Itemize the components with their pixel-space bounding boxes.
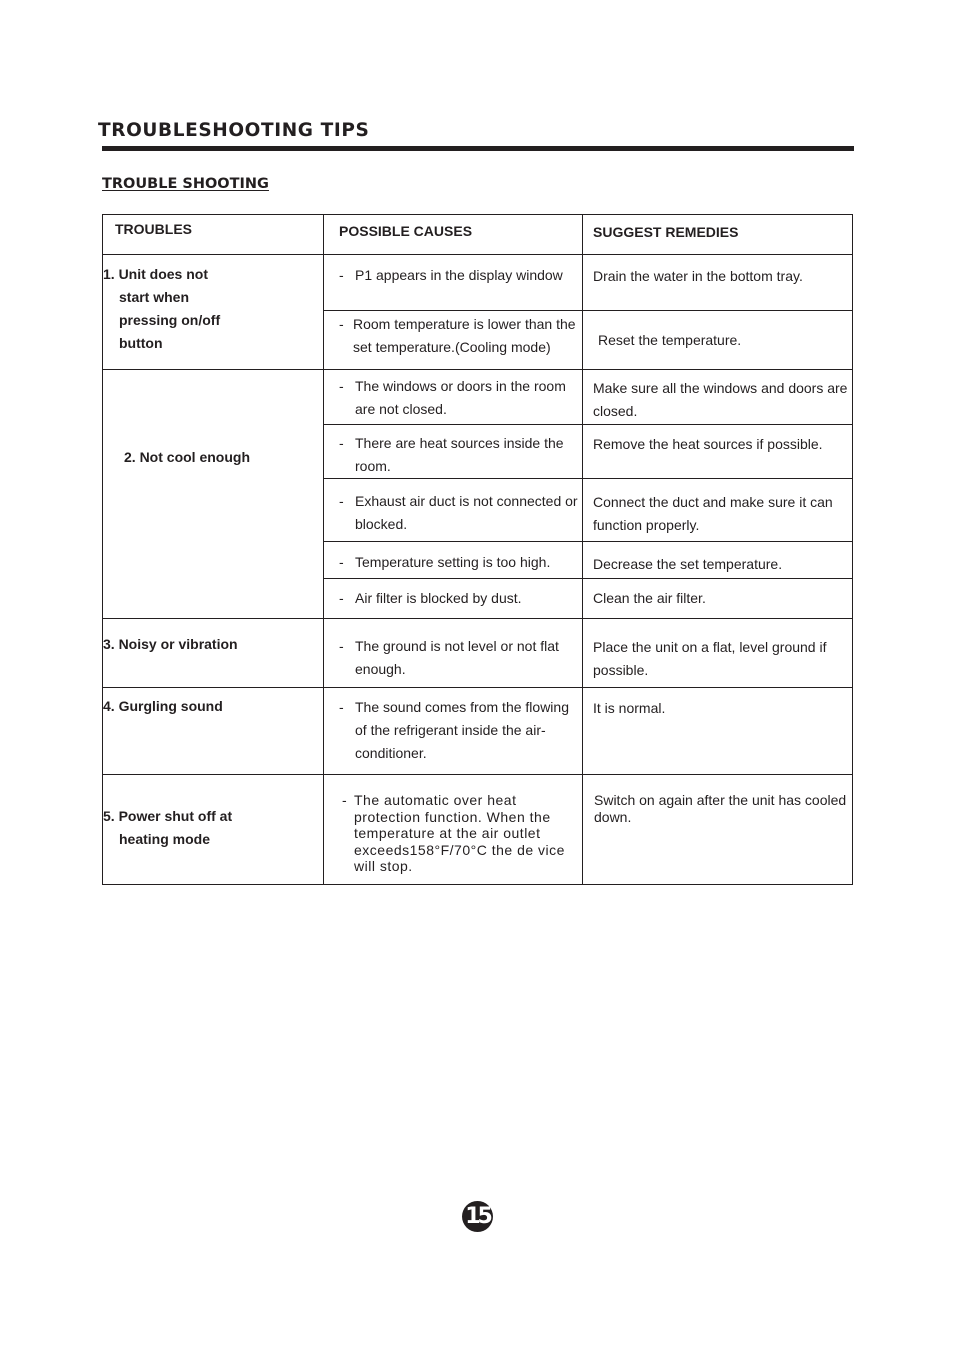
- dash-marker: -: [342, 792, 348, 808]
- remedy-cell: [583, 579, 853, 619]
- cause-cell: [324, 775, 583, 885]
- remedy-text: Switch on again after the unit has cooled down.: [594, 792, 847, 825]
- trouble-line: start when: [119, 289, 190, 305]
- remedy-cell: [583, 370, 853, 425]
- dash-marker: -: [339, 590, 344, 606]
- cause-text: Air filter is blocked by dust.: [355, 590, 522, 606]
- dash-marker: -: [339, 699, 344, 715]
- cause-text: P1 appears in the display window: [355, 267, 563, 283]
- dash-marker: -: [339, 493, 344, 509]
- page-number-badge: 15: [462, 1201, 493, 1232]
- cause-text: The ground is not level or not flat enough.: [355, 638, 559, 677]
- cause-cell: [324, 255, 583, 311]
- remedy-text: It is normal.: [593, 700, 666, 716]
- remedy-cell: [583, 479, 853, 542]
- remedy-cell: [583, 775, 853, 885]
- remedy-cell: [583, 255, 853, 311]
- cause-cell: [324, 425, 583, 479]
- remedy-cell: [583, 619, 853, 688]
- remedy-cell: [583, 311, 853, 370]
- trouble-cell-3: [103, 619, 324, 688]
- trouble-line: 4. Gurgling sound: [103, 698, 223, 714]
- cause-text: Temperature setting is too high.: [355, 554, 551, 570]
- remedy-text: Decrease the set temperature.: [593, 556, 783, 572]
- section-heading: TROUBLE SHOOTING: [102, 176, 269, 192]
- dash-marker: -: [339, 554, 344, 570]
- trouble-cell-5: [103, 775, 324, 885]
- remedy-text: Clean the air filter.: [593, 590, 706, 606]
- trouble-line: 2. Not cool enough: [124, 448, 250, 465]
- table-row: [103, 688, 853, 775]
- title-rule: [102, 146, 854, 151]
- trouble-cell-4: [103, 688, 324, 775]
- remedy-text: Drain the water in the bottom tray.: [593, 268, 803, 284]
- cause-text: There are heat sources inside the room.: [355, 435, 564, 474]
- cause-cell: [324, 479, 583, 542]
- cause-text: The windows or doors in the room are not closed.: [355, 378, 566, 417]
- remedy-text: Place the unit on a flat, level ground if possible.: [593, 639, 827, 678]
- remedy-cell: [583, 542, 853, 579]
- cause-cell: [324, 619, 583, 688]
- cause-cell: [324, 542, 583, 579]
- remedy-cell: [583, 688, 853, 775]
- trouble-cell-1: [103, 255, 324, 370]
- table-row: [103, 619, 853, 688]
- table-header-row: [103, 215, 853, 255]
- dash-marker: -: [339, 378, 344, 394]
- table-row: [103, 255, 853, 311]
- remedy-cell: [583, 425, 853, 479]
- remedy-text: Reset the temperature.: [598, 331, 742, 348]
- cause-cell: [324, 311, 583, 370]
- remedy-text: Connect the duct and make sure it can function properly.: [593, 494, 833, 533]
- cause-text: The sound comes from the flowing of the refrigerant inside the air-conditioner.: [355, 699, 569, 761]
- dash-marker: -: [339, 435, 344, 451]
- trouble-line: 3. Noisy or vibration: [103, 636, 238, 652]
- dash-marker: -: [339, 638, 344, 654]
- trouble-line: pressing on/off: [119, 312, 221, 328]
- cause-cell: [324, 370, 583, 425]
- cause-cell: [324, 579, 583, 619]
- header-suggest-remedies: SUGGEST REMEDIES: [583, 215, 853, 255]
- cause-text: Room temperature is lower than the set temperature.(Cooling mode): [353, 316, 576, 355]
- table-row: [103, 370, 853, 425]
- cause-cell: [324, 688, 583, 775]
- remedy-text: Make sure all the windows and doors are closed.: [593, 380, 848, 419]
- troubleshooting-table: [102, 214, 853, 885]
- cause-text: Exhaust air duct is not connected or blocked.: [355, 493, 578, 532]
- trouble-line: 1. Unit does not: [103, 266, 208, 282]
- header-troubles: TROUBLES: [103, 215, 324, 255]
- trouble-cell-2: [103, 370, 324, 619]
- cause-text: The automatic over heat protection function. When the temperature at the air outlet exceeds158°F/70°C the de vice will stop.: [354, 792, 565, 874]
- header-possible-causes: POSSIBLE CAUSES: [324, 215, 583, 255]
- page-title: TROUBLESHOOTING TIPS: [98, 120, 370, 141]
- remedy-text: Remove the heat sources if possible.: [593, 436, 823, 452]
- table-row: [103, 775, 853, 885]
- trouble-line: button: [119, 335, 163, 351]
- trouble-line: heating mode: [119, 831, 211, 847]
- dash-marker: -: [339, 316, 344, 332]
- dash-marker: -: [339, 267, 344, 283]
- trouble-line: 5. Power shut off at: [103, 808, 233, 824]
